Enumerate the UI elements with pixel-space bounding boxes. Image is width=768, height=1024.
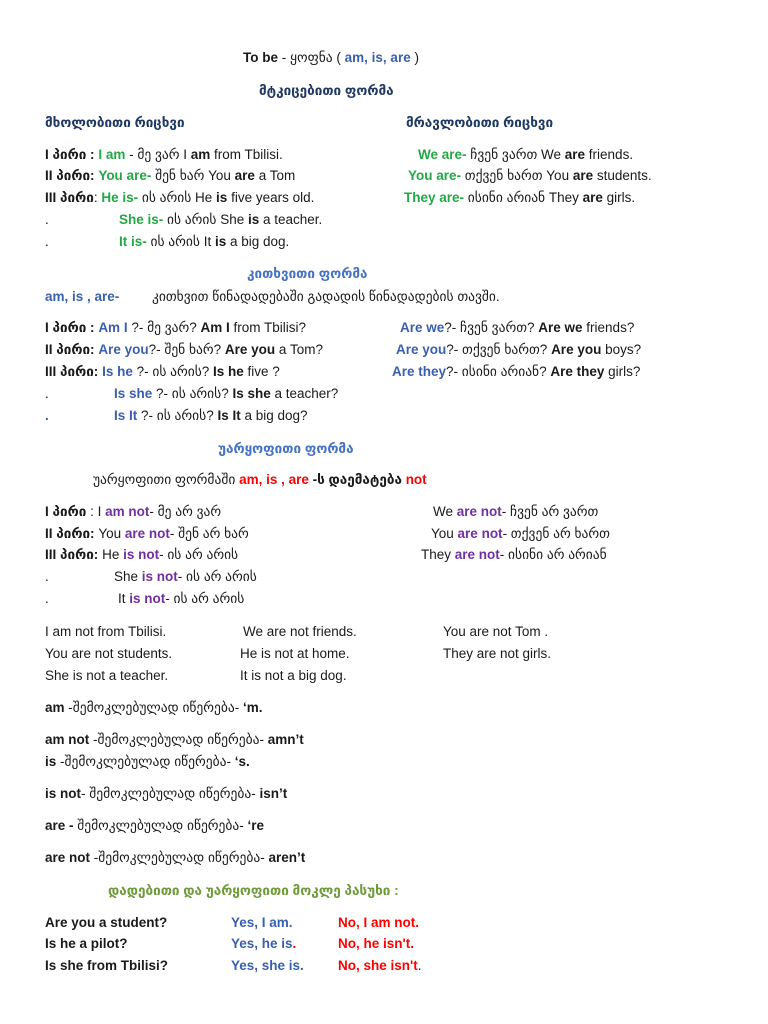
aff-row-5-dot: .	[45, 234, 49, 249]
example-sentence: You are not Tom .	[443, 624, 549, 639]
contraction-row: are - შემოკლებულად იწერება- ‘re	[45, 818, 264, 833]
contraction-row: are not -შემოკლებულად იწერება- aren’t	[45, 850, 306, 865]
neg-row-1: I პირი : I am not- მე არ ვარ	[45, 504, 222, 519]
aff-row-4-dot: .	[45, 212, 49, 227]
q-row-2: II პირი: Are you?- შენ ხარ? Are you a Tom?	[45, 342, 323, 357]
aff-plural-3: They are- ისინი არიან They are girls.	[404, 190, 636, 205]
heading-singular: მხოლობითი რიცხვი	[45, 115, 185, 130]
example-sentence: You are not students.	[45, 646, 173, 661]
example-sentence: They are not girls.	[443, 646, 552, 661]
answer-question: Is he a pilot?	[45, 936, 128, 951]
example-sentence: We are not friends.	[243, 624, 357, 639]
aff-row-1: I პირი : I am - მე ვარ I am from Tbilisi.	[45, 147, 283, 162]
q-row-4-dot: .	[45, 386, 49, 401]
question-intro: am, is , are-	[45, 289, 120, 304]
neg-plural-3: They are not- ისინი არ არიან	[421, 547, 607, 562]
q-plural-2: Are you?- თქვენ ხართ? Are you boys?	[396, 342, 642, 357]
contraction-row: am not -შემოკლებულად იწერება- amn’t	[45, 732, 304, 747]
negative-intro: უარყოფითი ფორმაში am, is , are -ს დაემატება not	[93, 472, 427, 487]
neg-plural-1: We are not- ჩვენ არ ვართ	[433, 504, 599, 519]
question-intro-text: კითხვით წინადადებაში გადადის წინადადების თავში.	[152, 289, 500, 304]
answer-question: Is she from Tbilisi?	[45, 958, 169, 973]
neg-row-5: It is not- ის არ არის	[118, 591, 245, 606]
section-affirmative: მტკიცებითი ფორმა	[259, 83, 394, 98]
q-row-4: Is she ?- ის არის? Is she a teacher?	[114, 386, 339, 401]
contraction-row: is -შემოკლებულად იწერება- ‘s.	[45, 754, 250, 769]
aff-row-2: II პირი: You are- შენ ხარ You are a Tom	[45, 168, 296, 183]
aff-plural-1: We are- ჩვენ ვართ We are friends.	[418, 147, 634, 162]
page-title: To be - ყოფნა ( am, is, are )	[243, 50, 419, 65]
answer-yes: Yes, I am.	[231, 915, 293, 930]
example-sentence: She is not a teacher.	[45, 668, 169, 683]
example-sentence: He is not at home.	[240, 646, 350, 661]
answer-no: No, I am not.	[338, 915, 419, 930]
neg-plural-2: You are not- თქვენ არ ხართ	[431, 526, 610, 541]
aff-plural-2: You are- თქვენ ხართ You are students.	[408, 168, 652, 183]
q-plural-3: Are they?- ისინი არიან? Are they girls?	[392, 364, 641, 379]
heading-plural: მრავლობითი რიცხვი	[406, 115, 554, 130]
answer-yes: Yes, she is.	[231, 958, 304, 973]
aff-row-4: She is- ის არის She is a teacher.	[119, 212, 323, 227]
contraction-row: is not- შემოკლებულად იწერება- isn’t	[45, 786, 288, 801]
answer-no: No, she isn't.	[338, 958, 422, 973]
aff-row-5: It is- ის არის It is a big dog.	[119, 234, 290, 249]
example-sentence: It is not a big dog.	[240, 668, 347, 683]
example-sentence: I am not from Tbilisi.	[45, 624, 167, 639]
neg-row-4: She is not- ის არ არის	[114, 569, 257, 584]
q-plural-1: Are we?- ჩვენ ვართ? Are we friends?	[400, 320, 635, 335]
q-row-3: III პირი: Is he ?- ის არის? Is he five ?	[45, 364, 280, 379]
contraction-row: am -შემოკლებულად იწერება- ‘m.	[45, 700, 263, 715]
section-negative: უარყოფითი ფორმა	[218, 441, 354, 456]
neg-row-5-dot: .	[45, 591, 49, 606]
q-row-1: I პირი : Am I ?- მე ვარ? Am I from Tbilisi?	[45, 320, 307, 335]
answer-no: No, he isn't.	[338, 936, 414, 951]
q-row-5: Is It ?- ის არის? Is It a big dog?	[114, 408, 308, 423]
answer-yes: Yes, he is.	[231, 936, 297, 951]
neg-row-2: II პირი: You are not- შენ არ ხარ	[45, 526, 249, 541]
aff-row-3: III პირი: He is- ის არის He is five years old.	[45, 190, 315, 205]
section-short-answers: დადებითი და უარყოფითი მოკლე პასუხი :	[108, 883, 399, 898]
neg-row-4-dot: .	[45, 569, 49, 584]
q-row-5-dot: .	[45, 408, 49, 423]
neg-row-3: III პირი: He is not- ის არ არის	[45, 547, 239, 562]
section-question: კითხვითი ფორმა	[247, 266, 368, 281]
answer-question: Are you a student?	[45, 915, 168, 930]
